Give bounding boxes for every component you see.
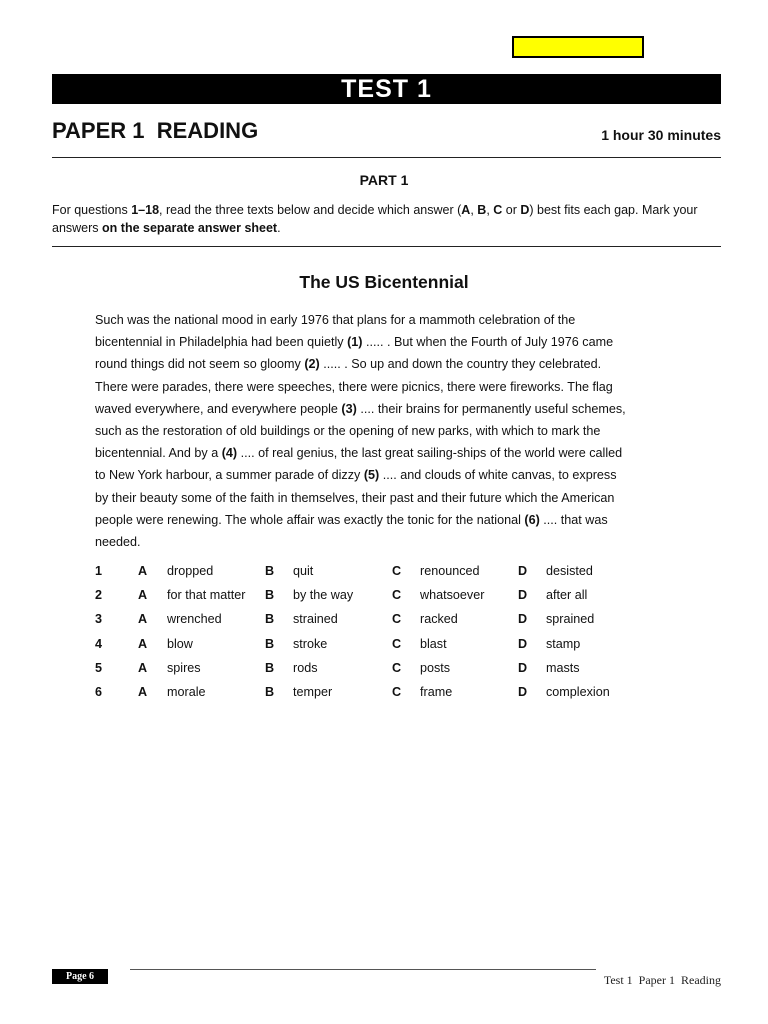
passage-line [95,309,635,331]
option-letter: B [265,660,275,675]
footer-divider [130,969,596,970]
option-letter: D [518,636,528,651]
passage-text: There were parades, there were speeches, there were picnics, there were fireworks. The flag [95,379,613,394]
option-letter: C [392,612,402,627]
instructions-run: or [502,203,521,217]
option-letter: A [138,636,148,651]
question-number: 5 [95,660,103,675]
option-a-text: wrenched [167,612,222,627]
instructions-run: , [470,203,478,217]
instructions-run: ) best fits each gap. Mark your answers [52,203,698,235]
option-letter: D [518,684,528,699]
instructions-run: D [520,203,530,217]
option-letter: A [138,684,148,699]
question-number: 1 [95,564,103,578]
instructions-run: , [486,203,494,217]
passage-line [95,376,635,398]
gap-number: (2) [304,357,320,372]
option-c-text: renounced [420,564,480,578]
passage-line [95,420,635,442]
gap-number: (1) [347,335,363,350]
option-letter: A [138,588,148,603]
question-number: 4 [95,636,103,651]
option-a-text: spires [167,660,201,675]
option-c-text: racked [420,612,458,627]
instructions-run: B [477,203,487,217]
divider [52,246,721,247]
instructions-run: For questions [52,203,132,217]
instructions-run: C [493,203,503,217]
passage-text: to New York harbour, a summer parade of dizzy [95,468,364,483]
option-b-text: strained [293,612,338,627]
option-letter: D [518,564,528,578]
passage-text: round things did not seem so gloomy [95,357,305,372]
instructions-run: , read the three texts below and decide which answer ( [159,203,462,217]
running-title: Test 1 Paper 1 Reading [603,973,721,987]
passage-text: waved everywhere, and everywhere people [95,401,342,416]
option-a-text: for that matter [167,588,246,603]
option-letter: B [265,564,275,578]
option-letter: B [265,636,275,651]
option-c-text: blast [420,636,447,651]
page-number-badge: Page 6 [52,969,108,984]
instructions-run: A [461,203,471,217]
option-b-text: stroke [293,636,328,651]
part-title: PART 1 [359,172,409,188]
passage-text: ..... . So up and down the country they celebrated. [319,357,602,372]
highlight-box [512,36,644,58]
passage-text: needed. [95,534,141,549]
gap-number: (3) [341,401,357,416]
instructions-run: . [277,221,281,235]
gap-number: (5) [363,468,380,483]
option-a-text: morale [167,684,206,699]
gap-number: (6) [524,512,540,527]
option-d-text: complexion [546,684,610,699]
passage-text: .... their brains for permanently useful schemes, [356,401,626,416]
option-b-text: temper [293,684,333,699]
option-letter: A [138,612,148,627]
passage-text: .... that was [539,512,608,527]
option-letter: A [138,564,148,578]
question-number: 3 [95,612,103,627]
passage-text: ..... . But when the Fourth of July 1976 came [362,335,614,350]
option-letter: A [138,660,148,675]
option-letter: B [265,684,275,699]
option-a-text: dropped [167,564,214,578]
option-d-text: after all [546,588,588,603]
passage-text: by their beauty some of the faith in themselves, their past and their future which the American [95,490,615,505]
passage-line [95,487,635,509]
option-letter: C [392,588,402,603]
passage-line [95,398,635,420]
question-number: 2 [95,588,103,603]
option-c-text: frame [420,684,453,699]
divider [52,157,721,158]
option-a-text: blow [167,636,193,651]
passage-text: .... of real genius, the last great sailing-ships of the world were called [237,446,623,461]
gap-number: (4) [221,446,238,461]
option-b-text: by the way [293,588,354,603]
test-banner: TEST 1 [52,74,721,104]
question-number: 6 [95,684,103,699]
instructions-run: 1–18 [131,203,160,217]
option-d-text: sprained [546,612,595,627]
passage-text: bicentennial in Philadelphia had been quietly [95,335,348,350]
option-letter: D [518,588,528,603]
option-d-text: desisted [546,564,593,578]
duration-label: 1 hour 30 minutes [601,127,721,143]
option-d-text: masts [546,660,580,675]
option-b-text: rods [293,660,318,675]
paper-title: PAPER 1 READING [52,118,259,143]
passage-line [95,464,635,486]
option-c-text: posts [420,660,451,675]
option-letter: C [392,636,402,651]
text-title: The US Bicentennial [299,272,469,292]
passage-text: Such was the national mood in early 1976 that plans for a mammoth celebration of the [95,313,576,327]
option-b-text: quit [293,564,314,578]
option-letter: C [392,684,402,699]
passage-text: such as the restoration of old buildings or the opening of new parks, with which to mark the [95,423,601,438]
option-letter: B [265,588,275,603]
passage-text: people were renewing. The whole affair was exactly the tonic for the national [95,512,525,527]
option-letter: D [518,660,528,675]
passage-line [95,331,635,353]
passage-line [95,353,635,375]
passage-text: bicentennial. And by a [95,446,222,461]
option-c-text: whatsoever [420,588,485,603]
instructions-run: on the separate answer sheet [102,221,278,235]
option-letter: C [392,660,402,675]
passage-line [95,509,635,531]
passage-line [95,531,635,553]
instructions [52,201,722,237]
passage-text: .... and clouds of white canvas, to express [379,468,617,483]
passage-line [95,442,635,464]
option-letter: D [518,612,528,627]
option-letter: C [392,564,402,578]
option-letter: B [265,612,275,627]
passage [95,309,635,553]
option-d-text: stamp [546,636,581,651]
